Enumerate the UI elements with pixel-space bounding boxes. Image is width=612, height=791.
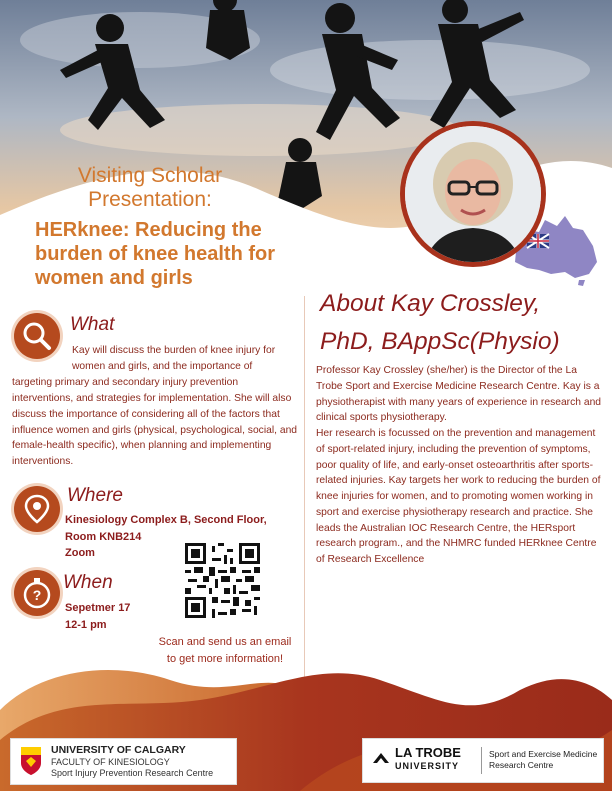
- portrait-photo: [405, 126, 541, 262]
- scan-line-2: to get more information!: [166, 653, 284, 665]
- speaker-portrait: [405, 126, 541, 262]
- ucalgary-crest-icon: [19, 745, 43, 777]
- stopwatch-question-icon: [14, 570, 60, 616]
- ucalgary-logo: [10, 738, 237, 785]
- where-line-3: Zoom: [65, 547, 95, 559]
- latrobe-name-bottom: UNIVERSITY: [395, 761, 460, 771]
- about-heading-line-1: About Kay Crossley,: [320, 290, 541, 317]
- svg-text:?: ?: [32, 587, 42, 603]
- latrobe-centre-line-1: Sport and Exercise Medicine: [489, 749, 598, 759]
- latrobe-divider: [481, 747, 482, 774]
- latrobe-bird-icon: [371, 749, 391, 769]
- subtitle-line-3: women and girls: [35, 267, 193, 289]
- title-line-2: Presentation:: [88, 188, 212, 211]
- where-heading: Where: [67, 485, 123, 506]
- latrobe-logo: [362, 738, 604, 783]
- when-icon-badge: [14, 570, 60, 616]
- ucalgary-name: UNIVERSITY OF CALGARY: [51, 744, 186, 756]
- latrobe-centre-line-2: Research Centre: [489, 760, 554, 770]
- bio-paragraph-2: Her research is focussed on the prevention and management of sport-related injury, including the prevention of symptoms, poor quality of life, and early-onset osteoarthritis after sports-related injuries. Kay targets her work to reducing the burden of knee injuries for women, and to promoting women working in sport and exercise physiotherapy research and practice. She leads the Australian IOC Research Centre, the HERsport research program., and the NHMRC funded HERknee Centre of Research Excellence: [316, 428, 601, 565]
- subtitle-line-2: burden of knee health for: [35, 243, 276, 265]
- where-line-1: Kinesiology Complex B, Second Floor,: [65, 514, 267, 526]
- when-heading: When: [63, 572, 113, 593]
- talk-subtitle: [35, 218, 300, 290]
- ucalgary-faculty: FACULTY OF KINESIOLOGY: [51, 757, 170, 767]
- bio-paragraph-1: Professor Kay Crossley (she/her) is the Director of the La Trobe Sport and Exercise Medicine Research Centre. Kay is a physiotherapist with many years of experience in research and clinical sports physiotherapy.: [316, 365, 602, 424]
- what-text-first: Kay will discuss the burden of knee injury for women and girls, and the importance of: [72, 345, 276, 372]
- what-text-rest: targeting primary and secondary injury prevention interventions, and strategies for implementation. She will also discuss the importance of considering all of the factors that influence women and girls (physical, psychological, social, and female-health specific), when planning and implementing interventions.: [12, 376, 298, 468]
- latrobe-name-top: LA TROBE: [395, 745, 461, 760]
- ucalgary-centre: Sport Injury Prevention Research Centre: [51, 768, 214, 778]
- about-heading-line-2: PhD, BAppSc(Physio): [320, 328, 560, 355]
- location-pin-icon: [14, 486, 60, 532]
- when-date: Sepetmer 17: [65, 602, 131, 614]
- column-divider: [304, 296, 305, 681]
- what-heading: What: [70, 314, 115, 335]
- subtitle-line-1: HERknee: Reducing the: [35, 219, 262, 241]
- scan-line-1: Scan and send us an email: [158, 636, 292, 648]
- where-icon-badge: [14, 486, 60, 532]
- when-time: 12-1 pm: [65, 619, 107, 631]
- speaker-bio: [316, 363, 602, 568]
- qr-code-icon[interactable]: [185, 543, 260, 618]
- title-line-1: Visiting Scholar: [77, 164, 223, 187]
- about-heading: [320, 285, 600, 361]
- where-line-2: Room KNB214: [65, 531, 142, 543]
- what-description: [12, 343, 300, 470]
